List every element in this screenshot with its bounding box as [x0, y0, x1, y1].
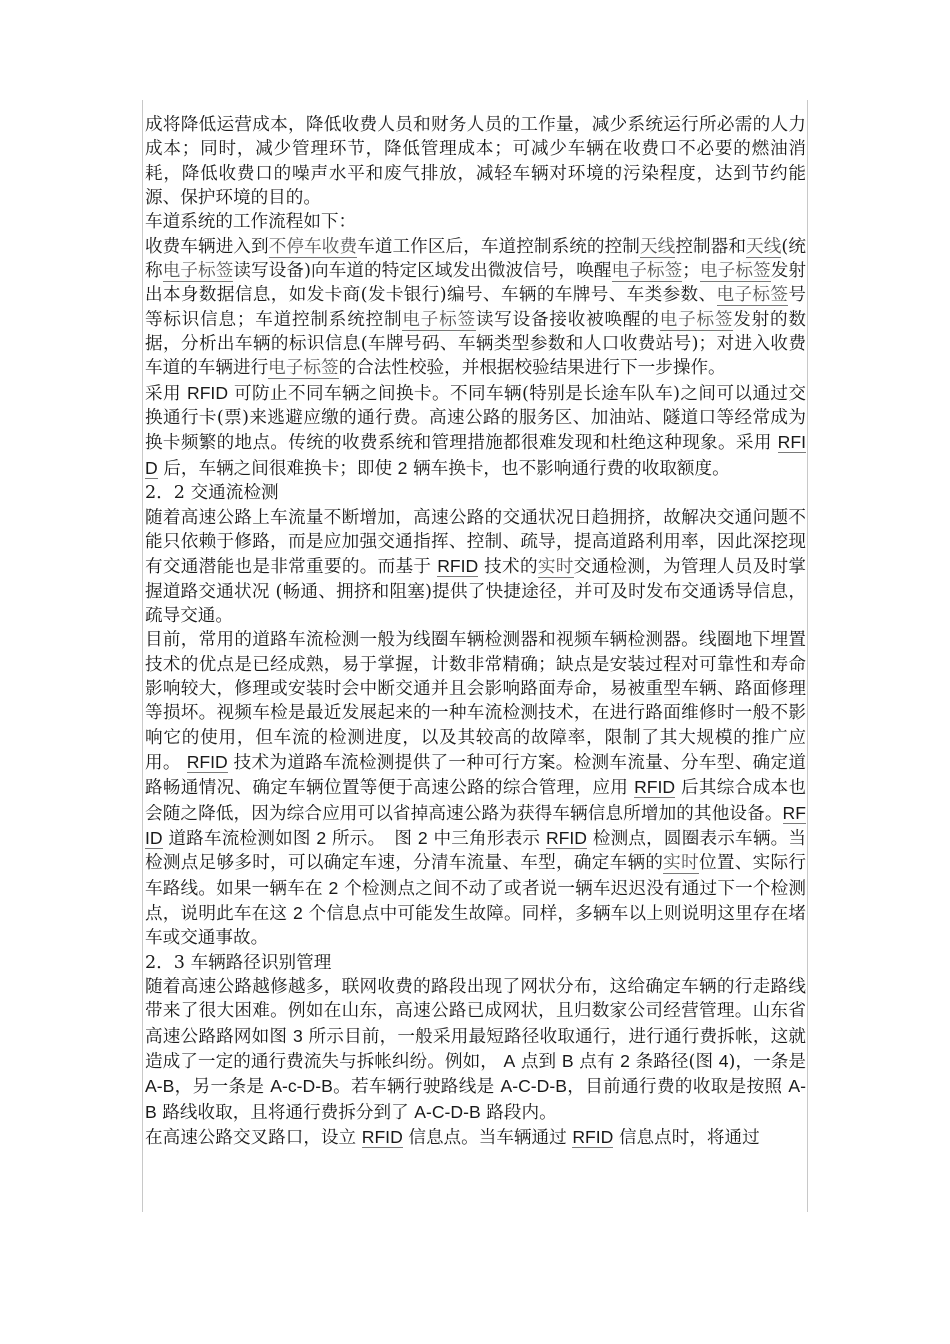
- text-run: A-C-D-B: [500, 1076, 567, 1097]
- text-run: ，另一条是: [174, 1077, 271, 1098]
- text-run: A: [503, 1051, 516, 1072]
- text-run: ，目前通行费的收取是按照: [566, 1077, 789, 1098]
- text-run: 4: [718, 1051, 729, 1072]
- text-run: 目前，常用的道路车流检测一般为线圈车辆检测器和视频车辆检测器。线圈地下埋置技术的优点是已经成熟，易于掌握，计数非常精确；缺点是安装过程对可靠性和寿命影响较大，修理或安装时会中断交通并且会影响路面寿命，易被重型车辆、路面修理等损坏。视频车检是最近发展起来的一种车流检测技术，在进行路面维修时一般不影响它的使用，但车流的检测进度，以及其较高的故障率，限制了其大规模的推广应用。: [145, 630, 806, 773]
- text-run: 读写设备接收被唤醒的: [475, 309, 660, 330]
- text-run: 。若车辆行驶路线是: [332, 1077, 501, 1098]
- text-run: 车道系统的工作流程如下：: [145, 212, 357, 233]
- text-run: 交通检测，为管理人员及时掌握道路交通状况 (畅通、拥挤和阻塞)提供了快捷途径，并可及时发布交通诱导信息，疏导交通。: [145, 557, 806, 626]
- text-run: A-B: [145, 1076, 175, 1097]
- text-run: )，一条是: [728, 1052, 806, 1073]
- keyword-link[interactable]: RFID: [145, 432, 806, 478]
- keyword-link[interactable]: 电子标签: [659, 309, 734, 330]
- keyword-link[interactable]: 不停车收费: [268, 236, 358, 257]
- keyword-link[interactable]: 实时: [537, 557, 574, 578]
- text-run: 发射出本身数据信息，如发卡商(发卡银行)编号、车辆的车牌号、车类参数、: [145, 261, 806, 306]
- text-run: A-c-D-B: [270, 1076, 333, 1097]
- text-run: 后，车辆之间很难换卡；即使: [157, 458, 398, 479]
- text-run: 随着高速公路越修越多，联网收费的路段出现了网状分布，这给确定车辆的行走路线带来了很大困难。例如在山东，高速公路已成网状，且归数家公司经营管理。山东省高速公路路网如图: [145, 977, 806, 1047]
- text-run: 控制器和: [675, 236, 747, 257]
- text-run: A-B: [145, 1076, 807, 1122]
- text-run: 位置、实际行车路线。如果一辆车在: [145, 853, 806, 899]
- text-run: 读写设备)向车道的特定区域发出微波信号，唤醒: [233, 261, 612, 282]
- text-run: 2: [328, 877, 339, 898]
- text-run: 发射的数据，分析出车辆的标识信息(车牌号码、车辆类型参数和人口收费站号)；对进入收费车道的车辆进行: [145, 309, 806, 379]
- text-run: 点到: [515, 1052, 562, 1073]
- keyword-link[interactable]: RFID: [186, 751, 228, 772]
- text-run: 收费车辆进入到: [145, 236, 269, 257]
- text-run: 后其综合成本也会随之降低，因为综合应用可以省掉高速公路为获得车辆信息所增加的其他设备。: [145, 778, 806, 824]
- document-page: [142, 100, 808, 1212]
- keyword-link[interactable]: 电子标签: [162, 261, 234, 282]
- text-run: 中三角形表示: [427, 828, 546, 849]
- keyword-link[interactable]: 实时: [663, 853, 700, 874]
- text-run: 3: [292, 1025, 303, 1046]
- text-run: 2．2 交通流检测: [145, 483, 279, 504]
- text-run: 可防止不同车辆之间换卡。不同车辆(特别是长途车队车)之间可以通过交换通行卡(票)来逃避应缴的通行费。高速公路的服务区、加油站、隧道口等经常成为换卡频繁的地点。传统的收费系统和管理措施都很难发现和杜绝这种现象。采用: [145, 383, 806, 454]
- text-run: 个信息点中可能发生故障。同样，多辆车以上则说明这里存在堵车或交通事故。: [145, 904, 806, 949]
- text-run: 号等标识信息；车道控制系统控制: [145, 285, 806, 330]
- text-run: 信息点时，将通过: [613, 1128, 760, 1149]
- text-run: 所示。 图: [326, 828, 418, 849]
- text-run: 的合法性校验，并根据校验结果进行下一步操作。: [338, 358, 726, 379]
- keyword-link[interactable]: RFID: [572, 1127, 614, 1148]
- text-run: 2: [620, 1051, 630, 1072]
- detector-comparison-paragraph: [145, 628, 806, 950]
- text-run: 路段内。: [480, 1102, 557, 1123]
- keyword-link[interactable]: 电子标签: [268, 358, 339, 379]
- path-recognition-paragraph: [145, 975, 806, 1125]
- keyword-link[interactable]: RFID: [634, 777, 676, 798]
- text-run: 随着高速公路上车流量不断增加，高速公路的交通状况日趋拥挤，故解决交通问题不能只依赖于修路，而是应加强交通指挥、控制、疏导，提高道路利用率，因此深挖现有交通潜能也是非常重要的。而基于: [145, 507, 806, 578]
- text-run: 成将降低运营成本，降低收费人员和财务人员的工作量，减少系统运行所必需的人力成本；同时，减少管理环节，降低管理成本；可减少车辆在收费口不必要的燃油消耗，降低收费口的噪声水平和废气排放，减轻车辆对环境的污染程度，达到节约能源、保护环境的目的。: [145, 115, 806, 209]
- keyword-link[interactable]: RFID: [437, 556, 479, 577]
- text-run: B: [561, 1051, 574, 1072]
- text-run: 2．3 车辆路径识别管理: [145, 952, 332, 973]
- text-run: 点有: [573, 1052, 621, 1073]
- workflow-paragraph: [145, 235, 806, 381]
- rfid-info-point-paragraph: [145, 1125, 806, 1150]
- keyword-link[interactable]: 电子标签: [716, 285, 789, 306]
- section-2-2-heading: [145, 481, 806, 505]
- keyword-link[interactable]: 电子标签: [611, 261, 683, 282]
- traffic-detection-paragraph: [145, 506, 806, 629]
- text-run: 道路车流检测如图: [162, 828, 317, 849]
- keyword-link[interactable]: 电子标签: [402, 309, 476, 330]
- text-run: RFID: [186, 382, 229, 403]
- rfid-card-swap-paragraph: [145, 381, 806, 481]
- text-run: 在高速公路交叉路口，设立: [145, 1128, 362, 1149]
- text-run: 辆车换卡，也不影响通行费的收取额度。: [407, 458, 730, 479]
- text-run: 所示目前，一般采用最短路径收取通行，进行通行费拆帐，这就造成了一定的通行费流失与拆帐纠纷。例如，: [145, 1026, 806, 1073]
- text-run: 信息点。当车辆通过: [402, 1128, 573, 1149]
- text-run: ；: [682, 261, 700, 282]
- workflow-heading: [145, 210, 806, 234]
- text-run: 车道工作区后，车道控制系统的控制: [357, 236, 640, 257]
- text-run: A-C-D-B: [414, 1101, 481, 1122]
- text-run: (统称: [145, 236, 806, 282]
- text-run: 检测点，圆圈表示车辆。当检测点足够多时，可以确定车速，分清车流量、车型，确定车辆的: [145, 828, 806, 874]
- text-run: 技术为道路车流检测提供了一种可行方案。检测车流量、分车型、确定道路畅通情况、确定车辆位置等便于高速公路的综合管理，应用: [145, 752, 806, 799]
- text-run: 条路径(图: [629, 1052, 719, 1073]
- intro-cost-paragraph: [145, 113, 806, 210]
- text-run: 采用: [145, 383, 187, 404]
- keyword-link[interactable]: RFID: [545, 827, 588, 848]
- text-run: 路线收取，且将通行费拆分到了: [156, 1102, 415, 1123]
- text-run: 技术的: [478, 557, 538, 578]
- text-run: 2: [292, 903, 303, 923]
- keyword-link[interactable]: 电子标签: [699, 261, 771, 282]
- section-2-3-heading: [145, 951, 806, 975]
- text-run: 2: [417, 827, 428, 848]
- text-run: 个检测点之间不动了或者说一辆车迟迟没有通过下一个检测点，说明此车在这: [145, 878, 807, 924]
- text-run: 2: [397, 457, 408, 478]
- keyword-link[interactable]: RFID: [145, 802, 806, 848]
- keyword-link[interactable]: RFID: [361, 1127, 403, 1148]
- text-run: 2: [316, 827, 327, 848]
- keyword-link[interactable]: 天线: [639, 236, 676, 257]
- keyword-link[interactable]: 天线: [746, 236, 782, 257]
